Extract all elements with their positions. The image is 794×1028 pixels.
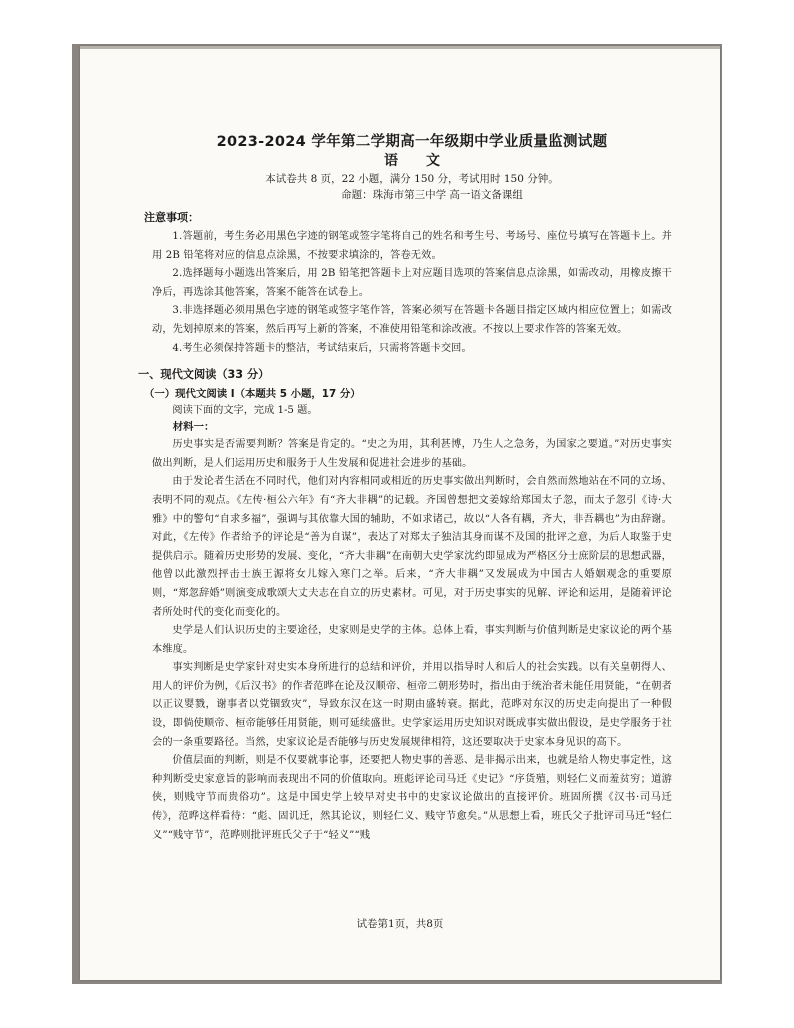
page-content: [138, 132, 672, 845]
material-paragraph-3: 史学是人们认识历史的主要途径，史家则是史学的主体。总体上看，事实判断与价值判断是史家议论的两个基本维度。: [152, 625, 672, 655]
notice-item-1: 1.答题前，考生务必用黑色字迹的钢笔或签字笔将自己的姓名和考生号、考场号、座位号填写在答题卡上。并用 2B 铅笔将对应的信息点涂黑，不按要求填涂的，答卷无效。: [152, 231, 672, 261]
subject-char-1: 语: [384, 153, 398, 169]
section-heading: 一、现代文阅读（33 分）: [138, 368, 270, 382]
page-footer: 试卷第1页，共8页: [356, 918, 444, 930]
exam-author: 命题：珠海市第三中学 高一语文备课组: [341, 189, 523, 201]
notice-item-2: 2.选择题每小题选出答案后，用 2B 铅笔把答题卡上对应题目选项的答案信息点涂黑，如需改动，用橡皮擦干净后，再选涂其他答案，答案不能答在试卷上。: [152, 268, 672, 298]
subject-char-2: 文: [426, 153, 440, 169]
notice-item-4: 4.考生必须保持答题卡的整洁，考试结束后，只需将答题卡交回。: [172, 342, 472, 354]
subsection-heading: （一）现代文阅读 I（本题共 5 小题，17 分）: [144, 388, 361, 401]
material-paragraph-4: 事实判断是史学家针对史实本身所进行的总结和评价，并用以指导时人和后人的社会实践。以有关皇朝得人、用人的评价为例，《后汉书》的作者范晔在论及汉顺帝、桓帝二朝形势时，指出由于统治者未能任用贤能，“在朝者以正议婴戮，谢事者以党锢致灾”，导致东汉在这一时期由盛转衰。据此，范晔对东汉的历史走向提出了一种假设，即倘使顺帝、桓帝能够任用贤能，则可延续盛世。史学家运用历史知识对既成事实做出假设，是史学服务于社会的一条重要路径。当然，史家议论是否能够与历史发展规律相符，这还要取决于史家本身见识的高下。: [152, 662, 672, 748]
material-label: 材料一：: [172, 421, 215, 434]
material-paragraph-2: 由于发论者生活在不同时代，他们对内容相同或相近的历史事实做出判断时，会自然而然地站在不同的立场、表明不同的观点。《左传·桓公六年》有“齐大非耦”的记载。齐国曾想把文姜嫁给郑国太子忽，而太子忽引《诗·大雅》中的警句“自求多福”，强调与其依靠大国的辅助，不如求诸己，故以“人各有耦，齐大，非吾耦也”为由辞谢。对此，《左传》作者给予的评论是“善为自谋”，表达了对郑太子独洁其身而谋不及国的批评之意，为后人取鉴于史提供启示。随着历史形势的发展、变化，“齐大非耦”在南朝大史学家沈约即显成为严格区分士庶阶层的思想武器，他曾以此激烈抨击士族王源将女儿嫁入寒门之举。后来，“齐大非耦”又发展成为中国古人婚姻观念的重要原则，“郑忽辞婚”则演变成歌颂大丈夫志在自立的历史素材。可见，对于历史事实的见解、评论和运用，是随着评论者所处时代的变化而变化的。: [152, 476, 672, 618]
material-paragraph-5: 价值层面的判断，则是不仅要就事论事，还要把人物史事的善恶、是非揭示出来，也就是给人物史事定性，这种判断受史家意旨的影响而表现出不同的价值取向。班彪评论司马迁《史记》“序货殖，则轻仁义而羞贫穷；道游侠，则贱守节而贵俗功”。这是中国史学上较早对史书中的史家议论做出的直接评价。班固所撰《汉书·司马迁传》，范晔这样看待：“彪、固讥迁，然其论议，则轻仁义、贱守节愈矣。”从思想上看，班氏父子批评司马迁“轻仁义”“贱守节”，范晔则批评班氏父子于“轻义”“贱: [152, 755, 672, 841]
notice-item-3: 3.非选择题必须用黑色字迹的钢笔或签字笔作答，答案必须写在答题卡各题目指定区域内相应位置上；如需改动，先划掉原来的答案，然后再写上新的答案，不准使用铅笔和涂改液。不按以上要求作答的答案无效。: [152, 305, 672, 335]
exam-page: [80, 46, 720, 980]
notice-heading: 注意事项：: [144, 211, 199, 224]
exam-info: 本试卷共 8 页，22 小题，满分 150 分，考试用时 150 分钟。: [265, 173, 559, 185]
exam-title: 2023-2024 学年第二学期高一年级期中学业质量监测试题: [216, 134, 608, 150]
paper-edge: [80, 46, 720, 49]
material-paragraph-1: 历史事实是否需要判断？答案是肯定的。“史之为用，其利甚博，乃生人之急务，为国家之要道。”对历史事实做出判断，是人们运用历史和服务于人生发展和促进社会进步的基础。: [152, 439, 672, 469]
subject-title: [152, 152, 672, 171]
reading-instruction: 阅读下面的文字，完成 1-5 题。: [172, 405, 318, 417]
